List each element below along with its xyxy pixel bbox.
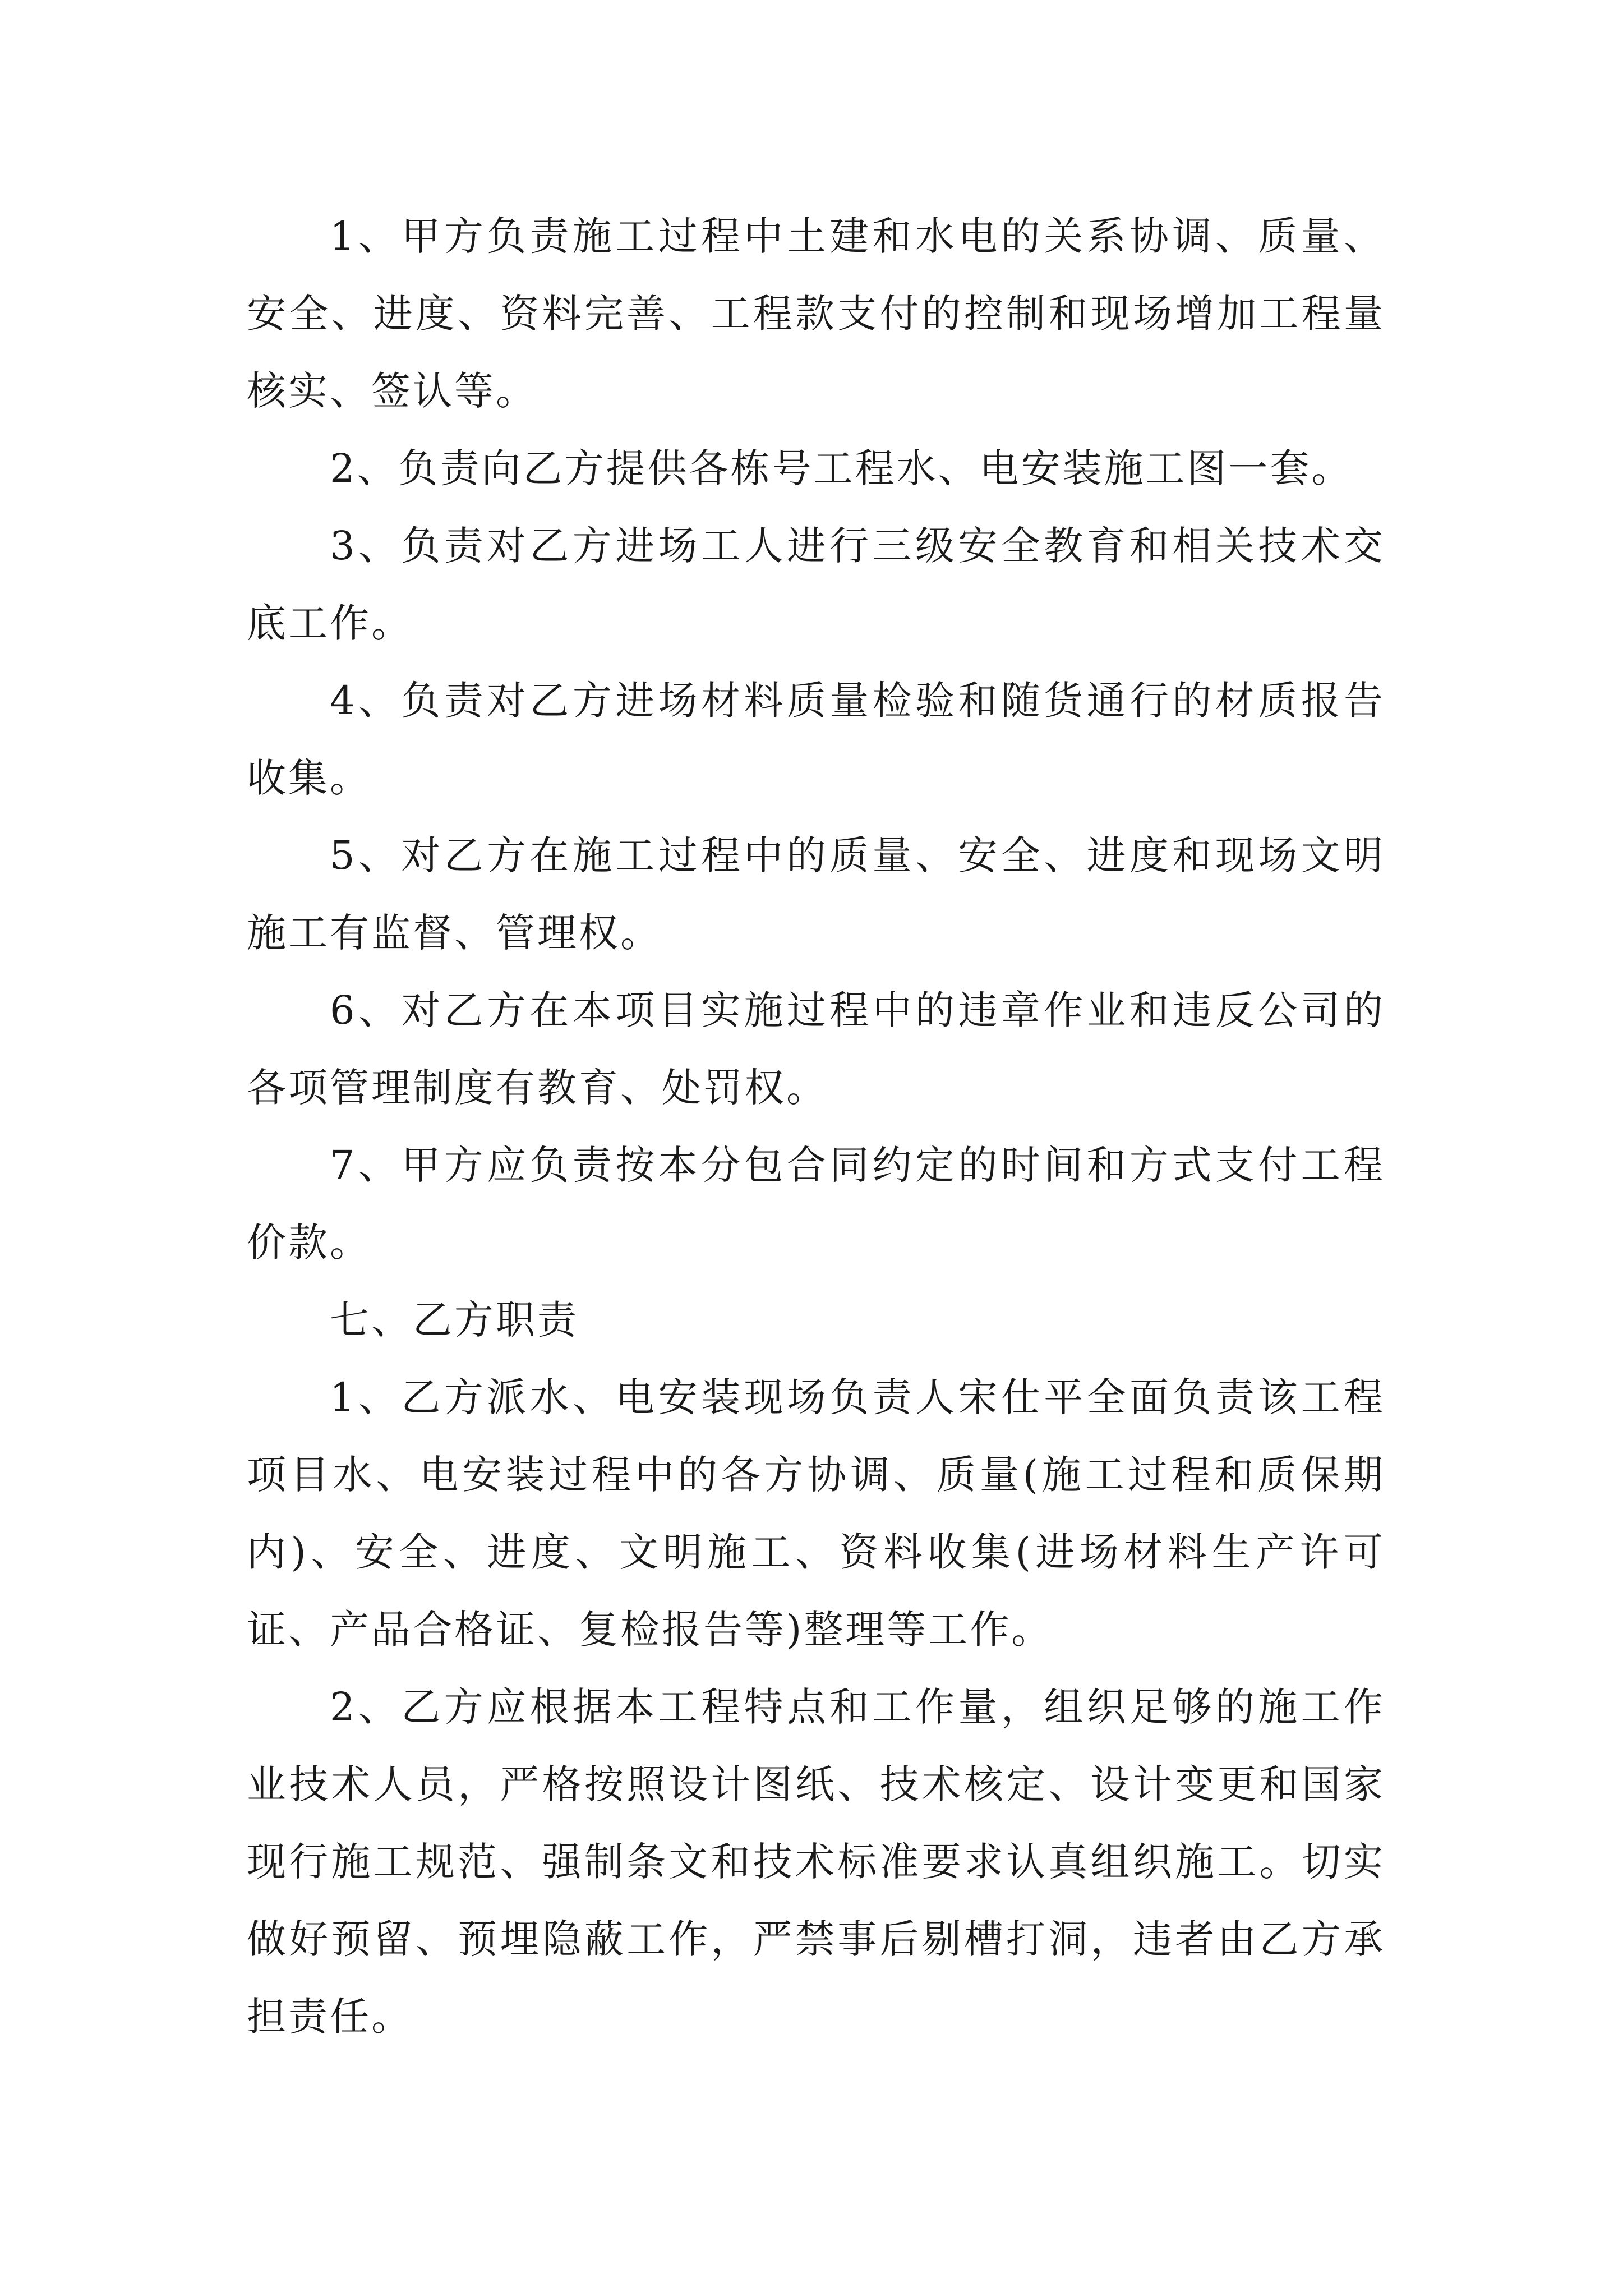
paragraph-party-a-duty-1: 1、甲方负责施工过程中土建和水电的关系协调、质量、安全、进度、资料完善、工程款支付的控制和现场增加工程量核实、签认等。 <box>247 213 1385 414</box>
paragraph-party-a-duty-4: 4、负责对乙方进场材料质量检验和随货通行的材质报告收集。 <box>247 678 1385 801</box>
paragraph-party-b-duty-2: 2、乙方应根据本工程特点和工作量，组织足够的施工作业技术人员，严格按照设计图纸、技术核定、设计变更和国家现行施工规范、强制条文和技术标准要求认真组织施工。切实做好预留、预埋隐蔽工作，严禁事后剔槽打洞，违者由乙方承担责任。 <box>247 1684 1385 2040</box>
paragraph-party-a-duty-2: 2、负责向乙方提供各栋号工程水、电安装施工图一套。 <box>330 445 1353 491</box>
paragraph-party-a-duty-5: 5、对乙方在施工过程中的质量、安全、进度和现场文明施工有监督、管理权。 <box>247 832 1385 956</box>
section-heading-party-b-duties: 七、乙方职责 <box>330 1297 579 1343</box>
paragraph-party-b-duty-1: 1、乙方派水、电安装现场负责人宋仕平全面负责该工程项目水、电安装过程中的各方协调、质量(施工过程和质保期内)、安全、进度、文明施工、资料收集(进场材料生产许可证、产品合格证、复检报告等)整理等工作。 <box>247 1374 1385 1653</box>
paragraph-party-a-duty-3: 3、负责对乙方进场工人进行三级安全教育和相关技术交底工作。 <box>247 523 1385 646</box>
paragraph-party-a-duty-7: 7、甲方应负责按本分包合同约定的时间和方式支付工程价款。 <box>247 1142 1385 1266</box>
document-body <box>247 197 1385 2055</box>
paragraph-party-a-duty-6: 6、对乙方在本项目实施过程中的违章作业和违反公司的各项管理制度有教育、处罚权。 <box>247 987 1385 1111</box>
